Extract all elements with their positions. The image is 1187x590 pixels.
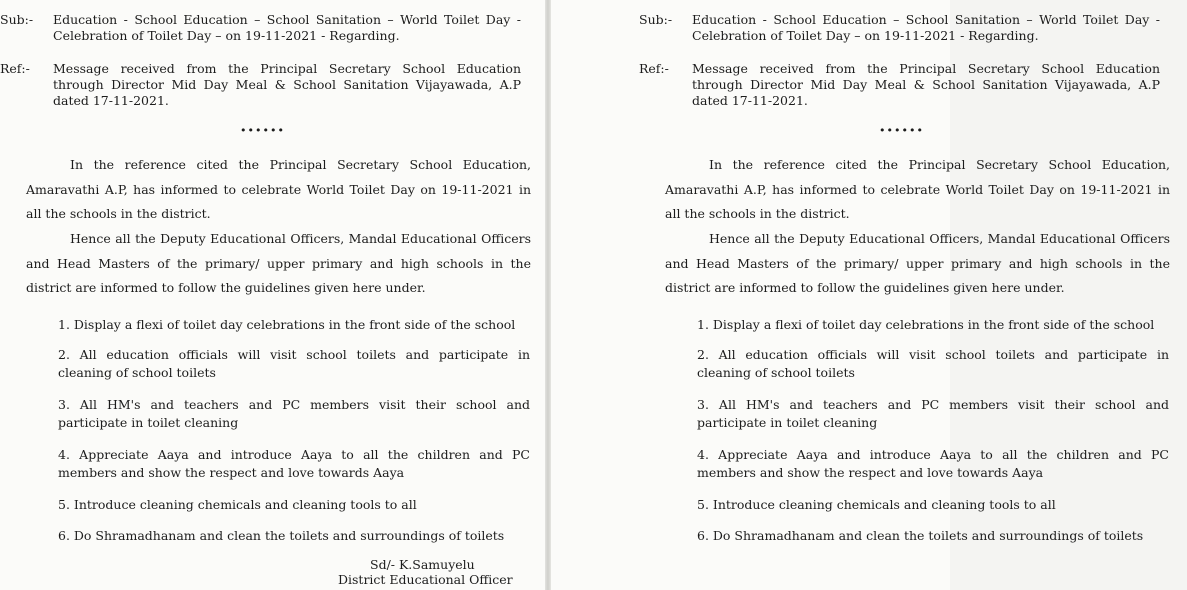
- guideline-text: cleaning of school toilets: [58, 365, 216, 380]
- letter: [0, 0, 548, 590]
- guideline-text: 3. All HM's and teachers and PC members visit their school and: [697, 397, 1169, 412]
- subject-line-1: Education - School Education – School Sanitation – World Toilet Day -: [53, 12, 521, 27]
- guideline-text: cleaning of school toilets: [697, 365, 855, 380]
- paragraph-1-line: Amaravathi A.P, has informed to celebrate World Toilet Day on 19-11-2021 in: [26, 181, 531, 197]
- paragraph-1-line: all the schools in the district.: [26, 206, 211, 221]
- reference-line-3: dated 17-11-2021.: [692, 93, 808, 108]
- subject-line-2: Celebration of Toilet Day – on 19-11-2021 - Regarding.: [692, 28, 1039, 43]
- document-page-right: [551, 0, 1170, 590]
- letter-duplicate: [627, 0, 1187, 590]
- paragraph-2: [26, 227, 531, 301]
- reference-line-1: Message received from the Principal Secretary School Education: [53, 61, 521, 76]
- guideline-item: [58, 496, 530, 514]
- guideline-item: [58, 316, 530, 334]
- guideline-text: 3. All HM's and teachers and PC members visit their school and: [58, 397, 530, 412]
- reference-line-3: dated 17-11-2021.: [53, 93, 169, 108]
- guideline-text: participate in toilet cleaning: [697, 415, 878, 430]
- reference-label: Ref:-: [639, 61, 669, 76]
- signature-name: Sd/- K.Samuyelu: [370, 557, 475, 572]
- separator: ••••••: [240, 124, 285, 137]
- guideline-text: members and show the respect and love towards Aaya: [58, 465, 405, 480]
- reference-label: Ref:-: [0, 61, 30, 76]
- paragraph-2-line: Hence all the Deputy Educational Officers, Mandal Educational Officers: [70, 231, 531, 246]
- reference-line-2: through Director Mid Day Meal & School Sanitation Vijayawada, A.P: [692, 77, 1160, 92]
- paragraph-1-line: all the schools in the district.: [665, 206, 850, 221]
- signature-title: District Educational Officer: [338, 572, 513, 587]
- paragraph-2-line: district are informed to follow the guidelines given here under.: [26, 280, 426, 295]
- subject-label: Sub:-: [0, 12, 34, 27]
- separator: ••••••: [879, 124, 924, 137]
- guideline-text: 5. Introduce cleaning chemicals and cleaning tools to all: [697, 497, 1056, 512]
- paragraph-1-line: In the reference cited the Principal Secretary School Education,: [70, 157, 531, 172]
- guideline-text: 1. Display a flexi of toilet day celebrations in the front side of the school: [58, 317, 516, 332]
- guideline-text: 6. Do Shramadhanam and clean the toilets and surroundings of toilets: [697, 528, 1144, 543]
- guideline-text: participate in toilet cleaning: [58, 415, 239, 430]
- paragraph-2-line: and Head Masters of the primary/ upper primary and high schools in the: [665, 255, 1170, 271]
- guideline-text: 2. All education officials will visit school toilets and participate in: [58, 347, 530, 362]
- paragraph-2-line: and Head Masters of the primary/ upper primary and high schools in the: [26, 255, 531, 271]
- guideline-item: [58, 396, 530, 432]
- guideline-text: 4. Appreciate Aaya and introduce Aaya to all the children and PC: [58, 447, 530, 462]
- subject-line-2: Celebration of Toilet Day – on 19-11-2021 - Regarding.: [53, 28, 400, 43]
- paragraph-2-line: Hence all the Deputy Educational Officers, Mandal Educational Officers: [709, 231, 1170, 246]
- guideline-text: 1. Display a flexi of toilet day celebrations in the front side of the school: [697, 317, 1155, 332]
- paragraph-1-line: Amaravathi A.P, has informed to celebrate World Toilet Day on 19-11-2021 in: [665, 181, 1170, 197]
- guideline-text: 4. Appreciate Aaya and introduce Aaya to all the children and PC: [697, 447, 1169, 462]
- reference-line-1: Message received from the Principal Secretary School Education: [692, 61, 1160, 76]
- subject-line-1: Education - School Education – School Sanitation – World Toilet Day -: [692, 12, 1160, 27]
- subject-label: Sub:-: [639, 12, 673, 27]
- guideline-text: 5. Introduce cleaning chemicals and cleaning tools to all: [58, 497, 417, 512]
- guideline-item: [58, 527, 530, 545]
- guideline-text: 2. All education officials will visit school toilets and participate in: [697, 347, 1169, 362]
- reference-line-2: through Director Mid Day Meal & School Sanitation Vijayawada, A.P: [53, 77, 521, 92]
- paragraph-1-line: In the reference cited the Principal Secretary School Education,: [709, 157, 1170, 172]
- paragraph-2-line: district are informed to follow the guidelines given here under.: [665, 280, 1065, 295]
- guideline-item: [58, 346, 530, 382]
- document-page-left: [0, 0, 545, 590]
- guideline-text: 6. Do Shramadhanam and clean the toilets and surroundings of toilets: [58, 528, 505, 543]
- guideline-item: [58, 446, 530, 482]
- paragraph-1: [26, 153, 531, 227]
- guideline-text: members and show the respect and love towards Aaya: [697, 465, 1044, 480]
